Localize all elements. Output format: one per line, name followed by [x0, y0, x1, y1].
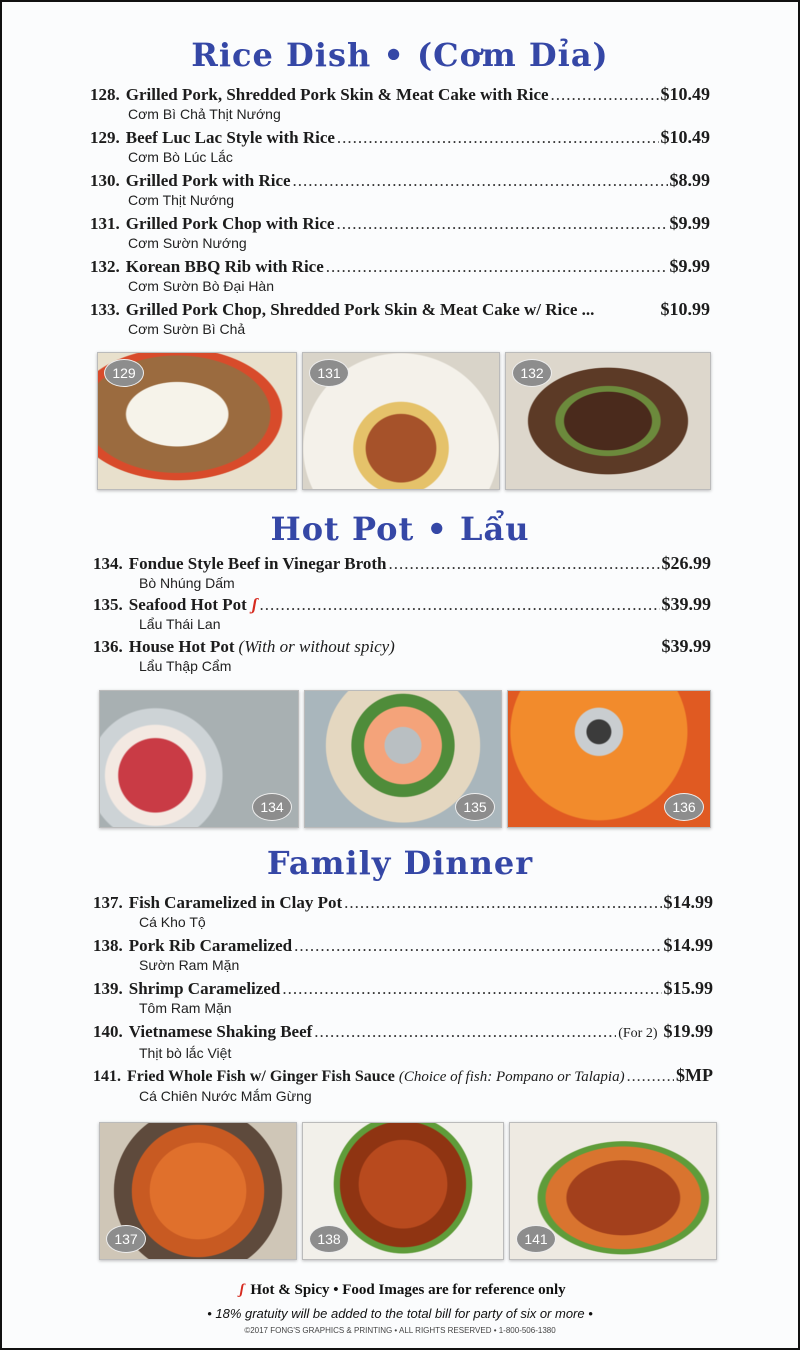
dish-photo-129 — [97, 352, 297, 490]
item-vietnamese-name: Cơm Sườn Nướng — [128, 235, 247, 251]
menu-item-132 — [90, 256, 710, 296]
menu-item-131 — [90, 213, 710, 253]
item-price: $10.99 — [660, 299, 710, 319]
item-price: $14.99 — [663, 935, 713, 955]
menu-item-138 — [93, 935, 713, 975]
hot-pot-photo-row — [99, 690, 711, 828]
dish-photo-137 — [99, 1122, 297, 1260]
item-number: 137. — [93, 893, 123, 912]
item-price: $39.99 — [661, 636, 711, 656]
item-name: Grilled Pork with Rice — [125, 171, 291, 190]
item-number: 139. — [93, 979, 123, 998]
item-name: Vietnamese Shaking Beef — [128, 1022, 313, 1041]
gratuity-note: • 18% gratuity will be added to the total bill for party of six or more • — [207, 1306, 593, 1321]
item-price: $10.49 — [660, 84, 710, 104]
photo-number-badge: 136 — [664, 793, 704, 821]
photo-number-badge: 132 — [512, 359, 552, 387]
item-vietnamese-name: Cá Chiên Nước Mắm Gừng — [139, 1088, 312, 1104]
hot-spicy-icon: ʃ — [239, 1282, 245, 1298]
item-note: (Choice of fish: Pompano or Talapia) — [398, 1069, 625, 1085]
item-name: Grilled Pork, Shredded Pork Skin & Meat Cake with Rice — [125, 85, 549, 104]
item-number: 140. — [93, 1022, 123, 1041]
menu-item-140 — [93, 1021, 713, 1061]
menu-item-130 — [90, 170, 710, 210]
photo-number-badge: 137 — [106, 1225, 146, 1253]
section-title-family-dinner: Family Dinner — [266, 844, 534, 882]
item-vietnamese-name: Cơm Bì Chả Thịt Nướng — [128, 106, 281, 122]
leader-dots — [344, 893, 661, 913]
item-price: $26.99 — [661, 553, 711, 573]
item-vietnamese-name: Lẩu Thái Lan — [139, 616, 221, 632]
item-vietnamese-name: Sườn Ram Mặn — [139, 957, 240, 973]
item-vietnamese-name: Bò Nhúng Dấm — [139, 575, 235, 591]
menu-item-133 — [90, 299, 710, 339]
menu-item-128 — [90, 84, 710, 124]
item-note: (With or without spicy) — [238, 637, 395, 656]
item-name: Korean BBQ Rib with Rice — [125, 257, 324, 276]
menu-item-141 — [93, 1065, 713, 1105]
photo-number-badge: 134 — [252, 793, 292, 821]
hot-spicy-icon: ʃ — [251, 595, 258, 614]
legend-text: Hot & Spicy • Food Images are for reference only — [250, 1282, 566, 1298]
item-number: 130. — [90, 171, 120, 190]
item-number: 131. — [90, 214, 120, 233]
photo-number-badge: 138 — [309, 1225, 349, 1253]
item-vietnamese-name: Cơm Sườn Bò Đại Hàn — [128, 278, 275, 294]
item-portion: (For 2) — [618, 1026, 658, 1041]
footer-legend — [2, 1282, 798, 1299]
item-vietnamese-name: Cơm Sườn Bì Chả — [128, 321, 246, 337]
leader-dots — [294, 936, 661, 956]
item-price: $9.99 — [669, 213, 710, 233]
dish-photo-141 — [509, 1122, 717, 1260]
section-title-hot-pot: Hot Pot • Lẩu — [270, 510, 530, 548]
item-number: 136. — [93, 637, 123, 656]
item-price: $14.99 — [663, 892, 713, 912]
item-vietnamese-name: Tôm Ram Mặn — [139, 1000, 232, 1016]
dish-photo-131 — [302, 352, 500, 490]
item-name: House Hot Pot — [128, 637, 235, 656]
item-price: $19.99 — [663, 1021, 713, 1041]
menu-item-134 — [93, 553, 711, 593]
item-price: $15.99 — [663, 978, 713, 998]
photo-number-badge: 135 — [455, 793, 495, 821]
dish-photo-134 — [99, 690, 299, 828]
leader-dots — [282, 979, 661, 999]
item-name: Shrimp Caramelized — [128, 979, 281, 998]
item-number: 135. — [93, 595, 123, 614]
leader-dots — [314, 1022, 616, 1042]
leader-dots — [551, 85, 659, 105]
leader-dots — [627, 1067, 674, 1087]
item-price: $MP — [676, 1065, 713, 1085]
menu-item-139 — [93, 978, 713, 1018]
item-number: 134. — [93, 554, 123, 573]
leader-dots — [336, 214, 667, 234]
menu-item-137 — [93, 892, 713, 932]
dish-photo-138 — [302, 1122, 504, 1260]
leader-dots — [293, 171, 668, 191]
item-name: Pork Rib Caramelized — [128, 936, 293, 955]
item-name: Beef Luc Lac Style with Rice — [125, 128, 335, 147]
photo-number-badge: 141 — [516, 1225, 556, 1253]
item-price: $8.99 — [669, 170, 710, 190]
item-number: 128. — [90, 85, 120, 104]
item-vietnamese-name: Lẩu Thập Cẩm — [139, 658, 232, 674]
item-name: Seafood Hot Pot — [128, 595, 247, 614]
rice-dish-photo-row — [97, 352, 711, 490]
item-price: $9.99 — [669, 256, 710, 276]
leader-dots — [326, 257, 668, 277]
item-name: Fish Caramelized in Clay Pot — [128, 893, 343, 912]
dish-photo-132 — [505, 352, 711, 490]
photo-number-badge: 131 — [309, 359, 349, 387]
item-vietnamese-name: Cơm Thịt Nướng — [128, 192, 235, 208]
menu-item-135 — [93, 594, 711, 634]
item-name: Grilled Pork Chop, Shredded Pork Skin & Meat Cake w/ Rice ... — [125, 300, 595, 319]
item-price: $10.49 — [660, 127, 710, 147]
menu-item-129 — [90, 127, 710, 167]
item-vietnamese-name: Cơm Bò Lúc Lắc — [128, 149, 233, 165]
item-vietnamese-name: Cá Kho Tộ — [139, 914, 206, 930]
item-vietnamese-name: Thịt bò lắc Việt — [139, 1045, 232, 1061]
item-number: 129. — [90, 128, 120, 147]
item-name: Grilled Pork Chop with Rice — [125, 214, 335, 233]
leader-dots — [388, 554, 659, 574]
item-name: Fondue Style Beef in Vinegar Broth — [128, 554, 387, 573]
photo-number-badge: 129 — [104, 359, 144, 387]
item-price: $39.99 — [661, 594, 711, 614]
item-name: Fried Whole Fish w/ Ginger Fish Sauce — [127, 1068, 395, 1085]
family-dinner-photo-row — [99, 1122, 717, 1260]
leader-dots — [337, 128, 659, 148]
section-title-rice-dish: Rice Dish • (Cơm Dỉa) — [191, 36, 609, 74]
copyright-line: ©2017 FONG'S GRAPHICS & PRINTING • ALL RIGHTS RESERVED • 1-800-506-1380 — [244, 1326, 556, 1335]
item-number: 141. — [93, 1068, 121, 1085]
dish-photo-136 — [507, 690, 711, 828]
leader-dots — [259, 595, 659, 615]
item-number: 133. — [90, 300, 120, 319]
dish-photo-135 — [304, 690, 502, 828]
item-number: 138. — [93, 936, 123, 955]
menu-item-136 — [93, 636, 711, 676]
item-number: 132. — [90, 257, 120, 276]
